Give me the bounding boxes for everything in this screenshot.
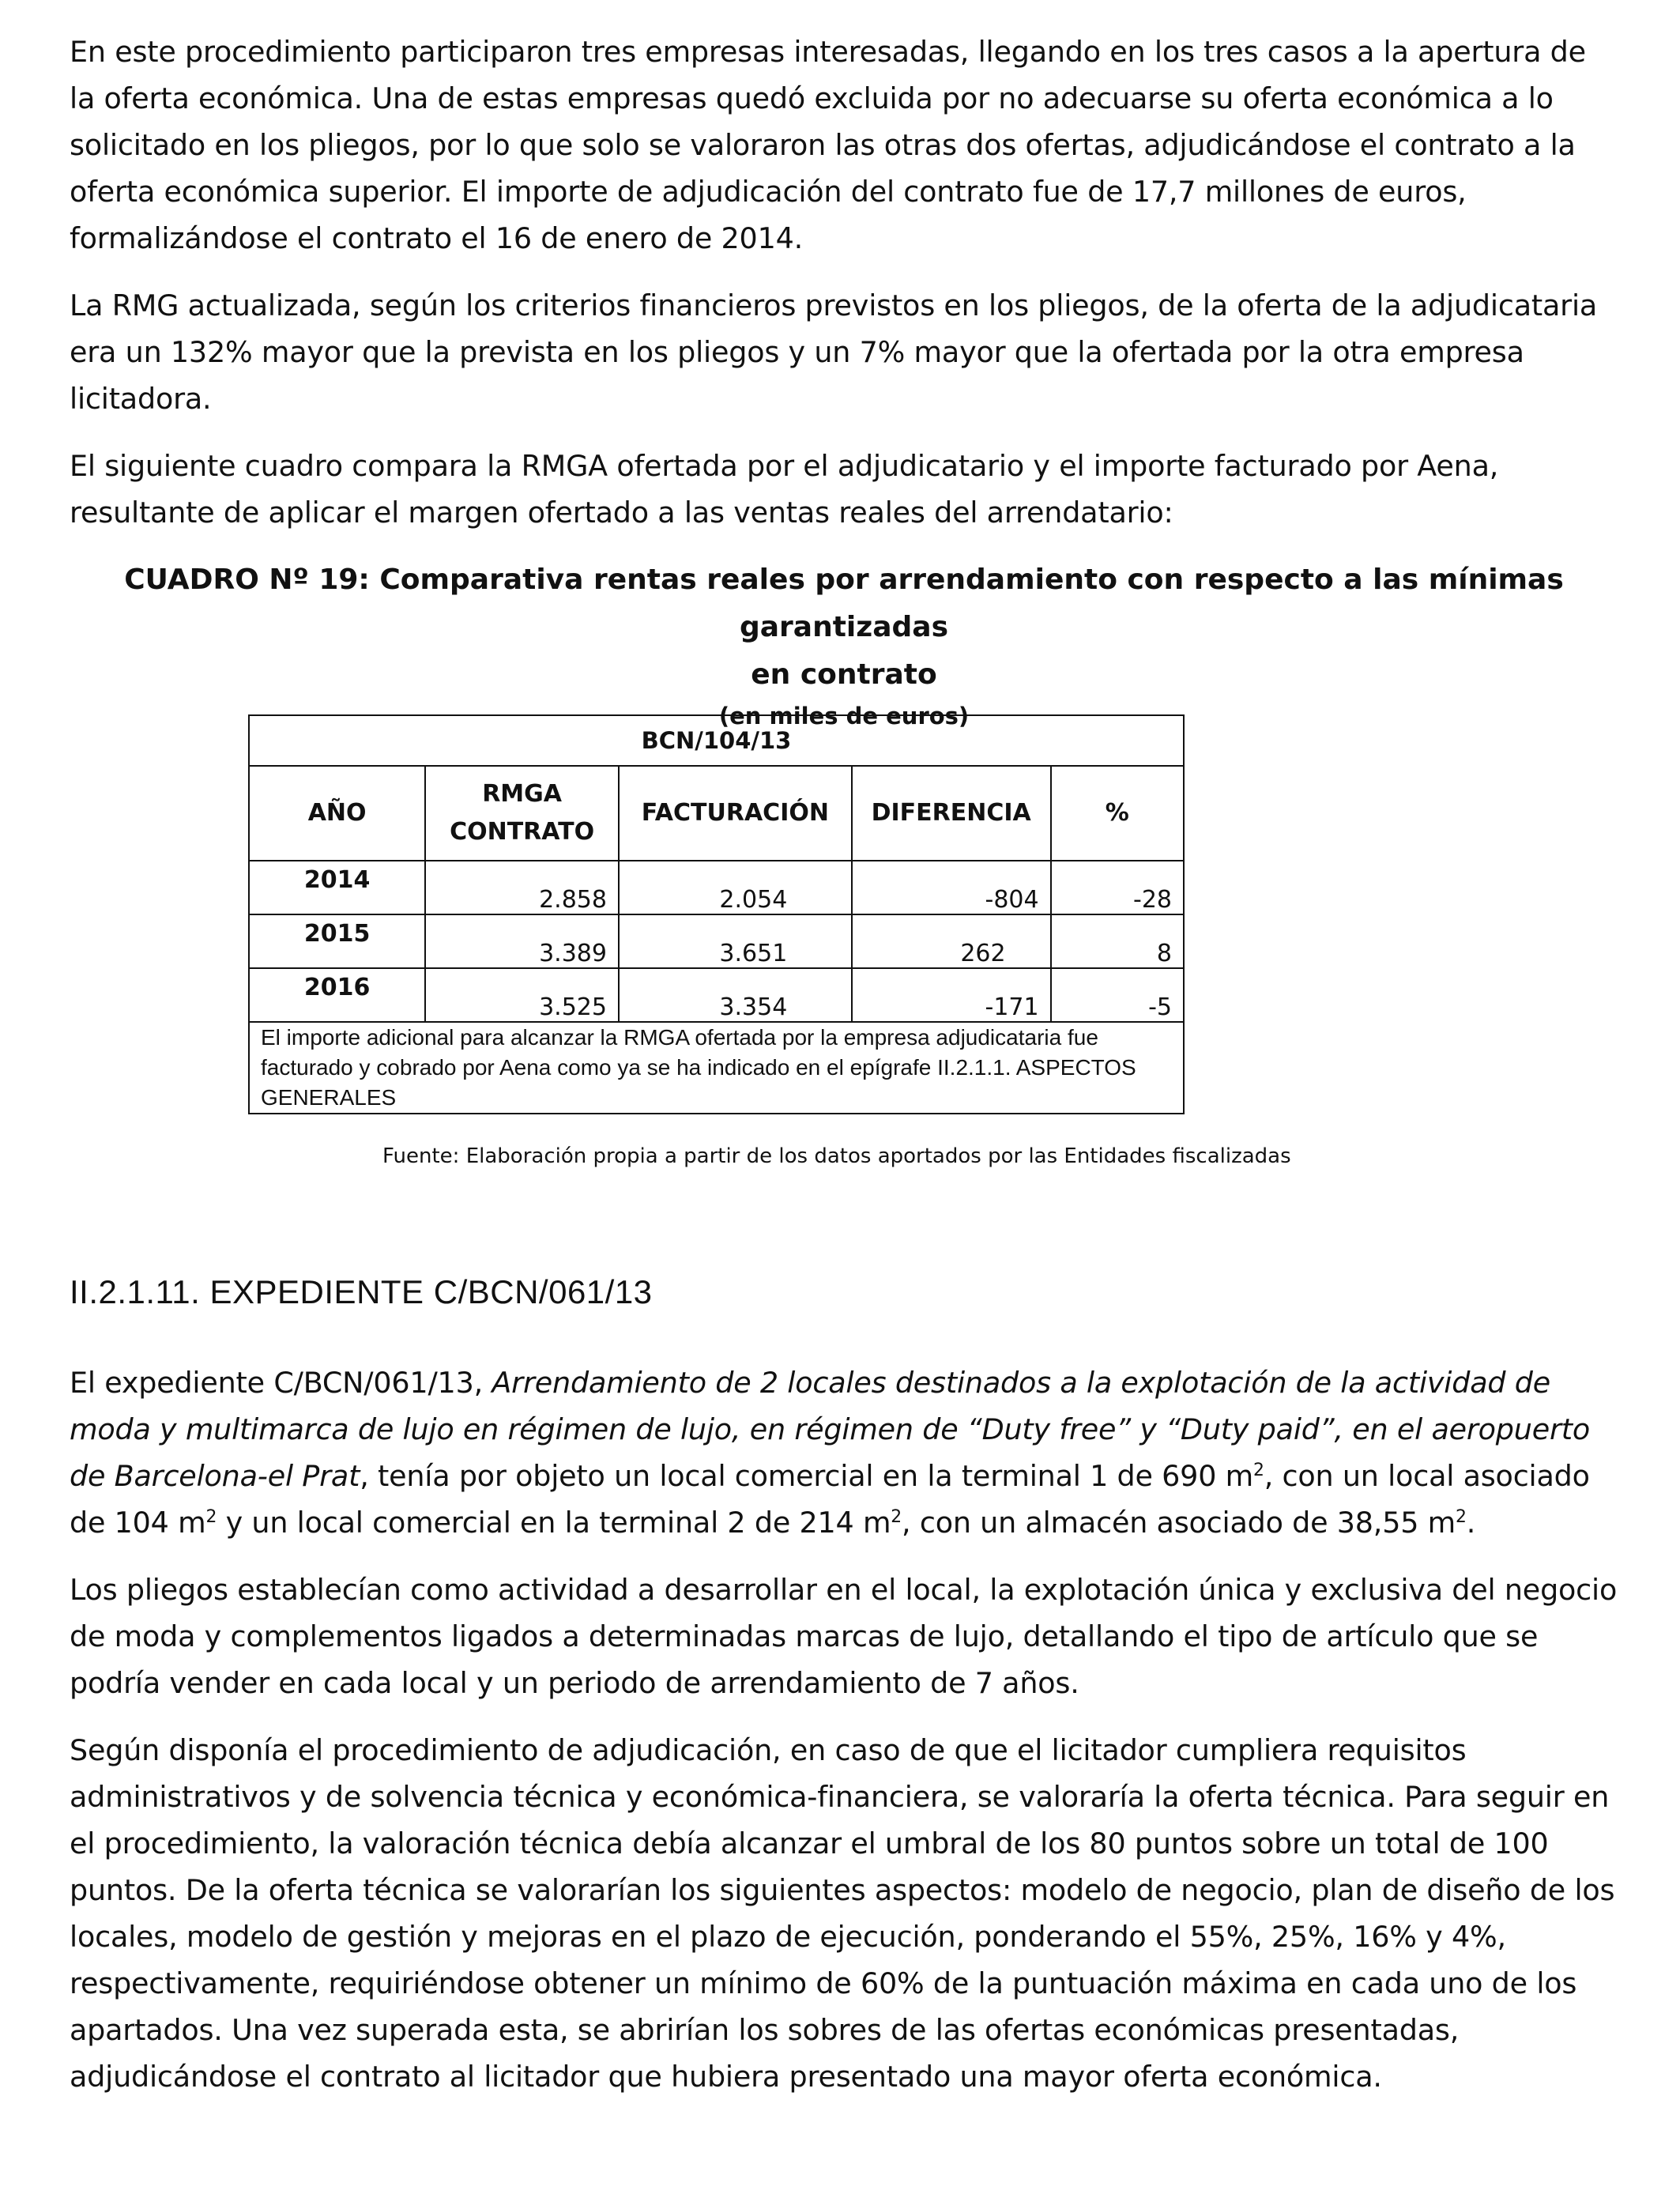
text-span: , tenía por objeto un local comercial en la terminal 1 de 690 m [360,1459,1253,1493]
table-note: El importe adicional para alcanzar la RMGA ofertada por la empresa adjudicataria fue facturado y cobrado por Aena como ya se ha indicado en el epígrafe II.2.1.1. ASPECTOS GENERALES [249,1022,1184,1114]
comparison-table [248,714,1185,1114]
text-span: . [1466,1506,1476,1540]
section-body [70,1359,1618,2120]
superscript: 2 [1456,1506,1467,1527]
paragraph-intro-3: El siguiente cuadro compara la RMGA ofertada por el adjudicatario y el importe facturado por Aena, resultante de aplicar el margen ofertado a las ventas reales del arrendatario: [70,449,1499,530]
cell-facturacion: 2.054 [619,861,852,914]
table-row [249,968,1184,1022]
cell-facturacion: 3.651 [619,914,852,968]
table-source: Fuente: Elaboración propia a partir de los datos aportados por las Entidades fiscalizadas [382,1144,1291,1168]
section-heading: II.2.1.11. EXPEDIENTE C/BCN/061/13 [70,1273,653,1310]
text-span: y un local comercial en la terminal 2 de 214 m [217,1506,891,1540]
superscript: 2 [205,1506,217,1527]
cell-rmga: 3.389 [425,914,619,968]
cell-rmga: 2.858 [425,861,619,914]
contract-title: Arrendamiento de 2 locales destinados a la explotación de la actividad de moda y multimarca de lujo en régimen de lujo, en régimen de “Duty free” y “Duty paid”, en el aeropuerto de Barcelona-el Prat [70,1366,1591,1493]
col-header-facturacion: FACTURACIÓN [619,766,852,861]
table-row [249,914,1184,968]
table-row [249,861,1184,914]
paragraph-section-1 [70,1359,1618,1546]
cell-percent: 8 [1051,914,1184,968]
cell-year: 2015 [249,914,425,968]
text-span: , con un local asociado de 104 m [70,1459,1590,1540]
cell-year: 2016 [249,968,425,1022]
col-header-rmga [425,766,619,861]
cell-diferencia: 262 [852,914,1051,968]
cell-percent: -5 [1051,968,1184,1022]
paragraph-section-2: Los pliegos establecían como actividad a desarrollar en el local, la explotación única y exclusiva del negocio de moda y complementos ligados a determinadas marcas de lujo, detallando el tipo de artículo que se podría vender en cada local y un periodo de arrendamiento de 7 años. [70,1573,1618,1700]
cell-diferencia: -804 [852,861,1051,914]
cell-year: 2014 [249,861,425,914]
table-units: (en miles de euros) [718,703,970,729]
superscript: 2 [1252,1460,1264,1480]
cell-rmga: 3.525 [425,968,619,1022]
col-header-year: AÑO [249,766,425,861]
table-header-main: BCN/104/13 [249,715,1184,766]
paragraph-intro-2: La RMG actualizada, según los criterios financieros previstos en los pliegos, de la oferta de la adjudicataria era un 132% mayor que la prevista en los pliegos y un 7% mayor que la ofertada por la otra empresa licitadora. [70,288,1598,416]
superscript: 2 [891,1506,902,1527]
text-span: , con un almacén asociado de 38,55 m [902,1506,1456,1540]
col-header-rmga-line-2: CONTRATO [450,818,595,846]
table-title-line-1: CUADRO Nº 19: Comparativa rentas reales por arrendamiento con respecto a las mínimas garantizadas [124,564,1564,643]
col-header-percent: % [1051,766,1184,861]
cell-diferencia: -171 [852,968,1051,1022]
paragraph-intro-1: En este procedimiento participaron tres empresas interesadas, llegando en los tres casos a la apertura de la oferta económica. Una de estas empresas quedó excluida por no adecuarse su oferta económica a lo solicitado en los pliegos, por lo que solo se valoraron las otras dos ofertas, adjudicándose el contrato a la oferta económica superior. El importe de adjudicación del contrato fue de 17,7 millones de euros, formalizándose el contrato el 16 de enero de 2014. [70,35,1586,255]
col-header-diferencia: DIFERENCIA [852,766,1051,861]
text-span: El expediente C/BCN/061/13, [70,1366,492,1400]
table-title-line-2: en contrato [751,658,937,691]
paragraph-section-3: Según disponía el procedimiento de adjudicación, en caso de que el licitador cumpliera requisitos administrativos y de solvencia técnica y económica-financiera, se valoraría la oferta técnica. Para seguir en el procedimiento, la valoración técnica debía alcanzar el umbral de los 80 puntos sobre un total de 100 puntos. De la oferta técnica se valorarían los siguientes aspectos: modelo de negocio, plan de diseño de los locales, modelo de gestión y mejoras en el plazo de ejecución, ponderando el 55%, 25%, 16% y 4%, respectivamente, requiriéndose obtener un mínimo de 60% de la puntuación máxima en cada uno de los apartados. Una vez superada esta, se abrirían los sobres de las ofertas económicas presentadas, adjudicándose el contrato al licitador que hubiera presentado una mayor oferta económica. [70,1733,1615,2094]
document-page [70,28,1618,733]
cell-percent: -28 [1051,861,1184,914]
col-header-rmga-line-1: RMGA [482,780,562,808]
cell-facturacion: 3.354 [619,968,852,1022]
table-title [70,556,1618,699]
